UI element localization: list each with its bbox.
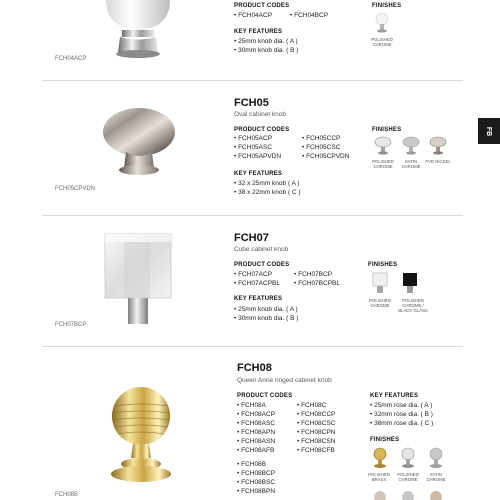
- fch08-title: FCH08: [237, 362, 272, 374]
- fch08-code: • FCH08C: [297, 402, 327, 409]
- fch08-finishes-heading: FINISHES: [370, 437, 400, 443]
- section-tab: [478, 118, 500, 144]
- fch08-feature: • 25mm rose dia. ( A ): [370, 402, 433, 409]
- fch08-code: • FCH08BCP: [237, 470, 276, 477]
- fch05-code: • FCH05ASC: [234, 144, 273, 151]
- fch05-title: FCH05: [234, 97, 269, 109]
- fch08-code: • FCH08CSC: [297, 420, 336, 427]
- fch07-title: FCH07: [234, 232, 269, 244]
- fch05-code: • FCH05CCP: [302, 135, 341, 142]
- fch04-finish-label: POLISHED CHROME: [371, 37, 393, 47]
- fch07-image-caption: FCH07BCP: [55, 322, 87, 328]
- swatch-icon: [372, 489, 450, 500]
- fch05-image-caption: FCH05CPVDN: [55, 186, 96, 192]
- polished-chrome-swatch-icon: [374, 12, 390, 34]
- fch08-code: • FCH08AFB: [237, 447, 275, 454]
- fch08-finish-label: POLISHED BRASS: [368, 472, 390, 482]
- fch05-code: • FCH05ACP: [234, 135, 273, 142]
- polished-chrome-swatch-icon: [372, 272, 388, 294]
- fch04-feature: • 25mm knob dia. ( A ): [234, 38, 298, 45]
- fch07-finish-label: POLISHED CHROME: [369, 298, 391, 308]
- fch08-code: • FCH08B: [237, 461, 267, 468]
- fch04-product-codes-heading: PRODUCT CODES: [234, 3, 290, 9]
- fch08-feature: • 32mm rose dia. ( B ): [370, 411, 433, 418]
- fch08-code: • FCH08BPN: [237, 488, 276, 495]
- fch04-code: • FCH04ACP: [234, 12, 273, 19]
- fch08-code: • FCH08BSC: [237, 479, 276, 486]
- fch08-key-features-heading: KEY FEATURES: [370, 393, 419, 399]
- fch05-code: • FCH05APVDN: [234, 153, 282, 160]
- fch04-knob-image: [98, 0, 178, 62]
- section-tab-label: FB: [485, 126, 493, 136]
- fch05-code: • FCH05CSC: [302, 144, 341, 151]
- fch07-code: • FCH07ACP: [234, 271, 273, 278]
- fch07-key-features-heading: KEY FEATURES: [234, 296, 283, 302]
- fch07-feature: • 30mm knob dia. ( B ): [234, 315, 299, 322]
- fch05-feature: • 38 x 22mm knob ( C ): [234, 189, 301, 196]
- black-glass-swatch-icon: [402, 272, 418, 294]
- fch07-code: • FCH07BCP: [294, 271, 333, 278]
- divider: [42, 80, 463, 81]
- fch04-feature: • 30mm knob dia. ( B ): [234, 47, 299, 54]
- pvd-nickel-swatch-icon: [429, 136, 447, 156]
- fch07-product-codes-heading: PRODUCT CODES: [234, 262, 290, 268]
- fch08-code: • FCH08ASC: [237, 420, 276, 427]
- fch08-code: • FCH08CPN: [297, 429, 336, 436]
- fch05-product-codes-heading: PRODUCT CODES: [234, 127, 290, 133]
- fch07-code: • FCH07BCPBL: [294, 280, 340, 287]
- fch08-code: • FCH08ACP: [237, 411, 276, 418]
- fch08-code: • FCH08CSN: [297, 438, 336, 445]
- fch08-code: • FCH08APN: [237, 429, 276, 436]
- fch05-feature: • 32 x 25mm knob ( A ): [234, 180, 300, 187]
- fch05-knob-image: [98, 104, 180, 180]
- fch08-code: • FCH08A: [237, 402, 267, 409]
- fch08-finish-label: POLISHED CHROME: [397, 472, 419, 482]
- fch05-subtitle: Oval cabinet knob: [234, 111, 287, 118]
- fch07-finishes-heading: FINISHES: [368, 262, 398, 268]
- fch05-finishes-heading: FINISHES: [372, 127, 402, 133]
- fch05-finish-label: SATIN CHROME: [401, 159, 421, 169]
- fch05-finish-label: PVD NICKEL: [425, 159, 451, 164]
- fch05-key-features-heading: KEY FEATURES: [234, 171, 283, 177]
- fch08-image-caption: FCH08B: [55, 492, 79, 498]
- fch04-image-caption: FCH04ACP: [55, 56, 87, 62]
- fch07-finish-label: POLISHED CHROME / BLACK GLASS: [398, 298, 428, 313]
- fch07-code: • FCH07ACPBL: [234, 280, 280, 287]
- fch04-finishes-heading: FINISHES: [372, 3, 402, 9]
- fch08-feature: • 38mm rose dia. ( C ): [370, 420, 434, 427]
- fch07-knob-image: [100, 232, 182, 326]
- fch05-finish-label: POLISHED CHROME: [372, 159, 394, 169]
- divider: [42, 215, 463, 216]
- fch08-finish-label: SATIN CHROME: [426, 472, 446, 482]
- fch08-code: • FCH08CFB: [297, 447, 335, 454]
- divider: [42, 346, 463, 347]
- polished-chrome-swatch-icon: [374, 136, 392, 156]
- fch05-code: • FCH05CPVDN: [302, 153, 350, 160]
- satin-chrome-swatch-icon: [402, 136, 420, 156]
- satin-chrome-swatch-icon: [428, 447, 444, 469]
- fch08-product-codes-heading: PRODUCT CODES: [237, 393, 293, 399]
- fch08-code: • FCH08CCP: [297, 411, 336, 418]
- fch08-subtitle: Queen Anne ringed cabinet knob: [237, 377, 332, 384]
- fch07-subtitle: Cube cabinet knob: [234, 246, 289, 253]
- fch04-code: • FCH04BCP: [290, 12, 329, 19]
- polished-chrome-swatch-icon: [400, 447, 416, 469]
- fch08-code: • FCH08ASN: [237, 438, 276, 445]
- fch04-key-features-heading: KEY FEATURES: [234, 29, 283, 35]
- fch07-feature: • 25mm knob dia. ( A ): [234, 306, 298, 313]
- polished-brass-swatch-icon: [372, 447, 388, 469]
- fch08-knob-image: [105, 386, 177, 490]
